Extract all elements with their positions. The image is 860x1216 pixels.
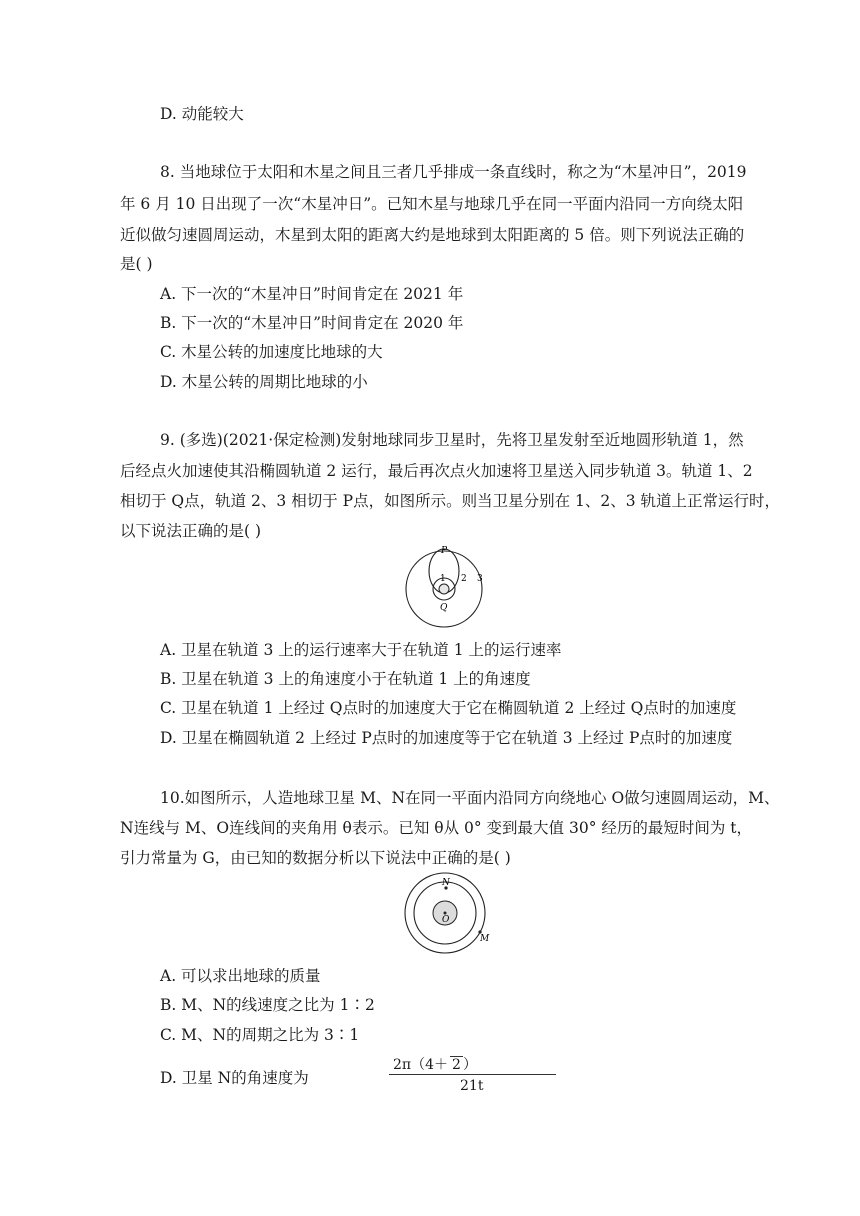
label-o: O <box>442 915 450 925</box>
label-3: 3 <box>477 574 483 584</box>
q10-stem-line-2: N连线与 M、O连线间的夹角用 θ表示。已知 θ从 0° 变到最大值 30° 经历的最短时间为 t， <box>120 819 753 837</box>
q8-stem-line-2: 年 6 月 10 日出现了一次“木星冲日”。已知木星与地球几乎在同一平面内沿同一方向绕太阳 <box>120 195 744 213</box>
q10-orbit-diagram <box>400 872 496 958</box>
label-m: M <box>480 934 490 944</box>
q10-option-d-prefix: D. 卫星 N的角速度为 <box>160 1069 309 1087</box>
label-n: N <box>442 878 450 888</box>
fraction-denominator: 21t <box>460 1078 484 1094</box>
q8-option-b: B. 下一次的“木星冲日”时间肯定在 2020 年 <box>160 314 464 332</box>
q9-stem-line-3: 相切于 Q点，轨道 2、3 相切于 P点，如图所示。则当卫星分别在 1、2、3 轨道上正常运行时， <box>120 492 781 510</box>
q9-stem-line-1: 9. (多选)(2021·保定检测)发射地球同步卫星时，先将卫星发射至近地圆形轨道 1，然 <box>160 431 744 449</box>
label-2: 2 <box>461 574 467 584</box>
sqrt-value: 2 <box>452 1057 461 1073</box>
label-q: Q <box>440 603 448 613</box>
q7-option-d: D. 动能较大 <box>160 105 244 123</box>
q9-option-b: B. 卫星在轨道 3 上的角速度小于在轨道 1 上的角速度 <box>160 670 531 688</box>
label-p: P <box>441 546 448 556</box>
q9-option-a: A. 卫星在轨道 3 上的运行速率大于在轨道 1 上的运行速率 <box>160 641 562 659</box>
fraction-numerator <box>393 1054 477 1074</box>
label-1: 1 <box>440 574 446 584</box>
q8-option-a: A. 下一次的“木星冲日”时间肯定在 2021 年 <box>160 285 464 303</box>
q10-option-c: C. M、N的周期之比为 3∶1 <box>160 1026 360 1044</box>
q8-option-d: D. 木星公转的周期比地球的小 <box>160 373 368 391</box>
q9-stem-line-4: 以下说法正确的是( ) <box>120 522 262 540</box>
q10-option-a: A. 可以求出地球的质量 <box>160 967 321 985</box>
q9-option-c: C. 卫星在轨道 1 上经过 Q点时的加速度大于它在椭圆轨道 2 上经过 Q点时的加速度 <box>160 699 737 717</box>
q9-orbit-diagram <box>398 544 494 630</box>
fraction-bar <box>389 1074 556 1075</box>
q9-stem-line-2: 后经点火加速使其沿椭圆轨道 2 运行，最后再次点火加速将卫星送入同步轨道 3。轨道 1、2 <box>120 462 753 480</box>
numerator-part-1: 2π（4＋ <box>393 1057 449 1073</box>
q8-stem-line-4: 是( ) <box>120 255 153 273</box>
q8-stem-line-1: 8. 当地球位于太阳和木星之间且三者几乎排成一条直线时，称之为“木星冲日”，2019 <box>160 163 747 181</box>
q10-stem-line-3: 引力常量为 G，由已知的数据分析以下说法中正确的是( ) <box>120 849 511 867</box>
q10-stem-line-1: 10.如图所示，人造地球卫星 M、N在同一平面内沿同方向绕地心 O做匀速圆周运动，M、 <box>160 789 780 807</box>
q10-option-b: B. M、N的线速度之比为 1∶2 <box>160 996 375 1014</box>
q10-option-d <box>160 1054 484 1098</box>
q8-stem-line-3: 近似做匀速圆周运动，木星到太阳的距离大约是地球到太阳距离的 5 倍。则下列说法正确的 <box>120 226 745 244</box>
sqrt-radicand <box>450 1056 463 1073</box>
numerator-part-3: ） <box>462 1057 477 1073</box>
q8-option-c: C. 木星公转的加速度比地球的大 <box>160 343 383 361</box>
q9-option-d: D. 卫星在椭圆轨道 2 上经过 P点时的加速度等于它在轨道 3 上经过 P点时的加速度 <box>160 729 733 747</box>
earth-icon <box>439 584 449 594</box>
